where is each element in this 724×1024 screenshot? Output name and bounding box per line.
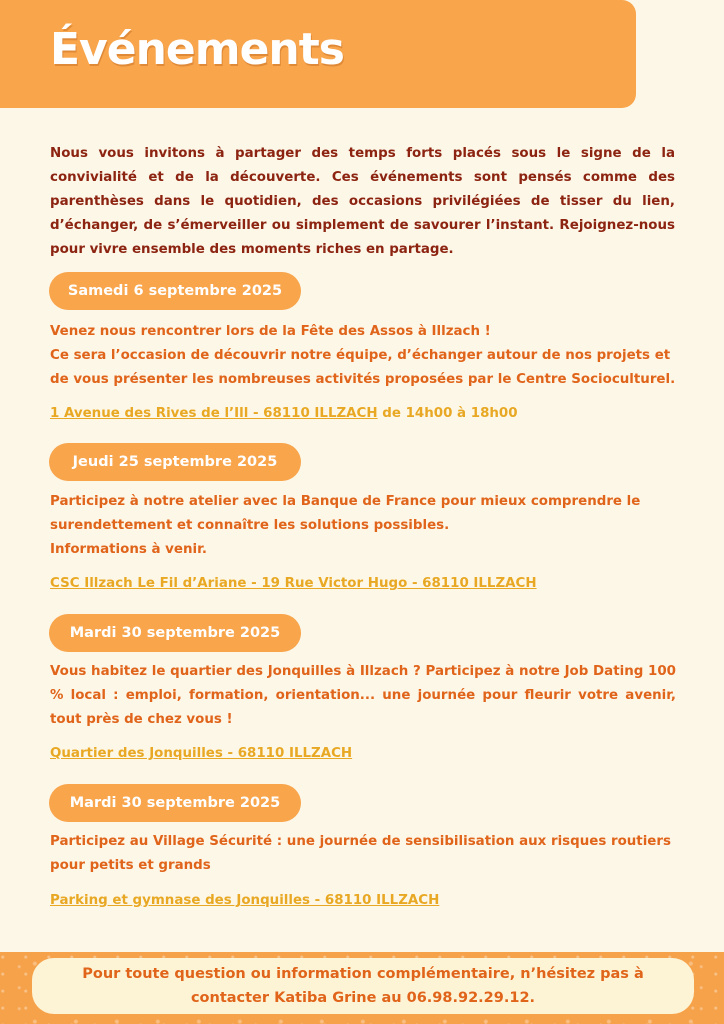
event-address-link[interactable]: Parking et gymnase des Jonquilles - 68110 ILLZACH (50, 893, 440, 908)
event-address-link[interactable]: 1 Avenue des Rives de l’Ill - 68110 ILLZACH (50, 406, 378, 421)
event-location (50, 891, 439, 911)
event-date-badge: Samedi 6 septembre 2025 (49, 272, 301, 310)
event-description-line: Participez à notre atelier avec la Banque de France pour mieux comprendre le surendettement et connaître les solutions possibles. (50, 494, 641, 533)
page-title: Événements (50, 24, 344, 75)
event-date-badge: Mardi 30 septembre 2025 (49, 614, 301, 652)
event-time: de 14h00 à 18h00 (377, 406, 518, 421)
event-description-line: Participez au Village Sécurité : une journée de sensibilisation aux risques routiers pour petits et grands (50, 834, 671, 873)
event-description (50, 660, 676, 732)
event-description (50, 830, 676, 878)
event-address-link[interactable]: Quartier des Jonquilles - 68110 ILLZACH (50, 746, 353, 761)
event-address-link[interactable]: CSC Illzach Le Fil d’Ariane - 19 Rue Victor Hugo - 68110 ILLZACH (50, 576, 537, 591)
event-description (50, 490, 676, 562)
event-description-line: Venez nous rencontrer lors de la Fête des Assos à Illzach ! (50, 324, 491, 339)
contact-line: contacter Katiba Grine au 06.98.92.29.12. (190, 990, 536, 1006)
contact-line: Pour toute question ou information complémentaire, n’hésitez pas à (82, 966, 644, 982)
contact-box (32, 958, 694, 1014)
event-description (50, 320, 676, 392)
event-location (50, 404, 518, 424)
event-description-line: Vous habitez le quartier des Jonquilles à Illzach ? Participez à notre Job Dating 100 % local : emploi, formation, orientation... une journée pour fleurir votre avenir, tout près de chez vous ! (50, 664, 676, 727)
event-date-badge: Mardi 30 septembre 2025 (49, 784, 301, 822)
event-date-badge: Jeudi 25 septembre 2025 (49, 443, 301, 481)
event-description-line: Ce sera l’occasion de découvrir notre équipe, d’échanger autour de nos projets et de vous présenter les nombreuses activités proposées par le Centre Socioculturel. (50, 348, 676, 387)
event-location (50, 744, 352, 764)
event-location (50, 574, 537, 594)
intro-paragraph: Nous vous invitons à partager des temps forts placés sous le signe de la convivialité et de la découverte. Ces événements sont pensés comme des parenthèses dans le quotidien, des occasions privilégiées de tisser du lien, d’échanger, de s’émerveiller ou simplement de savourer l’instant. Rejoignez-nous pour vivre ensemble des moments riches en partage. (50, 146, 675, 257)
event-description-line: Informations à venir. (50, 542, 207, 557)
